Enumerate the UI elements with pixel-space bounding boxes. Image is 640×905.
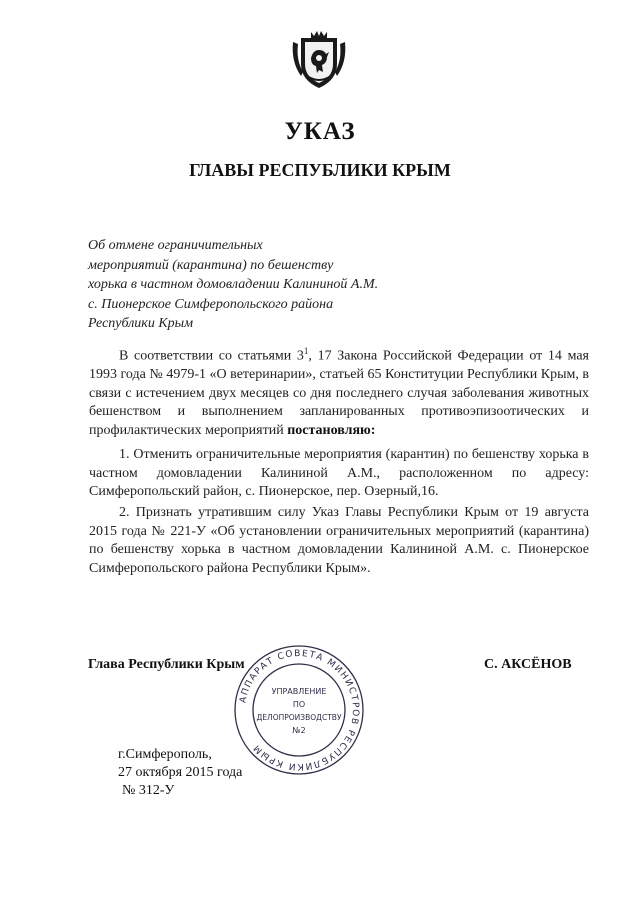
- decree-word: постановляю:: [287, 422, 376, 438]
- subject-line: хорька в частном домовладении Калининой А.М.: [88, 277, 379, 292]
- signatory-position: Глава Республики Крым: [88, 657, 245, 672]
- subject-line: мероприятий (карантина) по бешенству: [88, 257, 334, 273]
- stamp-line-1: УПРАВЛЕНИЕ: [271, 687, 327, 696]
- subject-block: [88, 236, 448, 334]
- issue-date: 27 октября 2015 года: [118, 765, 243, 780]
- decree-item-2: 2. Признать утратившим силу Указ Главы Республики Крым от 19 августа 2015 года № 221-У «Об установлении ограничительных мероприятий (карантина) по бешенству хорька в частном домовладении Калининой А.М. с. Пионерское Симферопольского района Республики Крым».: [89, 505, 589, 576]
- signatory-name: С. АКСЁНОВ: [484, 657, 572, 672]
- crimea-coat-of-arms-icon: [289, 28, 349, 92]
- issue-place: г.Симферополь,: [118, 747, 212, 762]
- decree-number: № 312-У: [122, 783, 175, 798]
- decree-item-1: 1. Отменить ограничительные мероприятия (карантин) по бешенству хорька в частном домовладении Калининой А.М., расположенном по адресу: Симферопольский район, с. Пионерское, пер. Озерный,16.: [89, 447, 589, 499]
- svg-text:АППАРАТ СОВЕТА МИНИСТРОВ РЕСПУ: [238, 649, 360, 771]
- stamp-line-4: №2: [292, 726, 306, 735]
- official-stamp: [232, 643, 366, 777]
- preamble-superscript: 1: [303, 346, 309, 356]
- subject-line: с. Пионерское Симферопольского района: [88, 296, 334, 312]
- preamble-paragraph: [89, 342, 589, 440]
- stamp-line-2: ПО: [292, 700, 306, 709]
- document-subtitle: ГЛАВЫ РЕСПУБЛИКИ КРЫМ: [189, 160, 451, 180]
- stamp-line-3: ДЕЛОПРОИЗВОДСТВУ: [256, 713, 342, 722]
- subject-line: Республики Крым: [88, 316, 194, 331]
- document-title: УКАЗ: [284, 118, 356, 145]
- issue-details: [118, 746, 242, 800]
- subject-line: Об отмене ограничительных: [88, 238, 263, 253]
- stamp-ring-text: АППАРАТ СОВЕТА МИНИСТРОВ РЕСПУБЛИКИ КРЫМ: [238, 648, 361, 772]
- preamble-text-rest: , 17 Закона Российской Федерации от 14 мая 1993 года № 4979-1 «О ветеринарии», статьей 65 Конституции Республики Крым, в связи с истечением двух месяцев со дня последнего случая заболевания животных бешенством и выполнением запланированных противоэпизоотических и профилактических мероприятий: [89, 348, 589, 438]
- preamble-text-start: В соответствии со статьями 3: [119, 348, 304, 364]
